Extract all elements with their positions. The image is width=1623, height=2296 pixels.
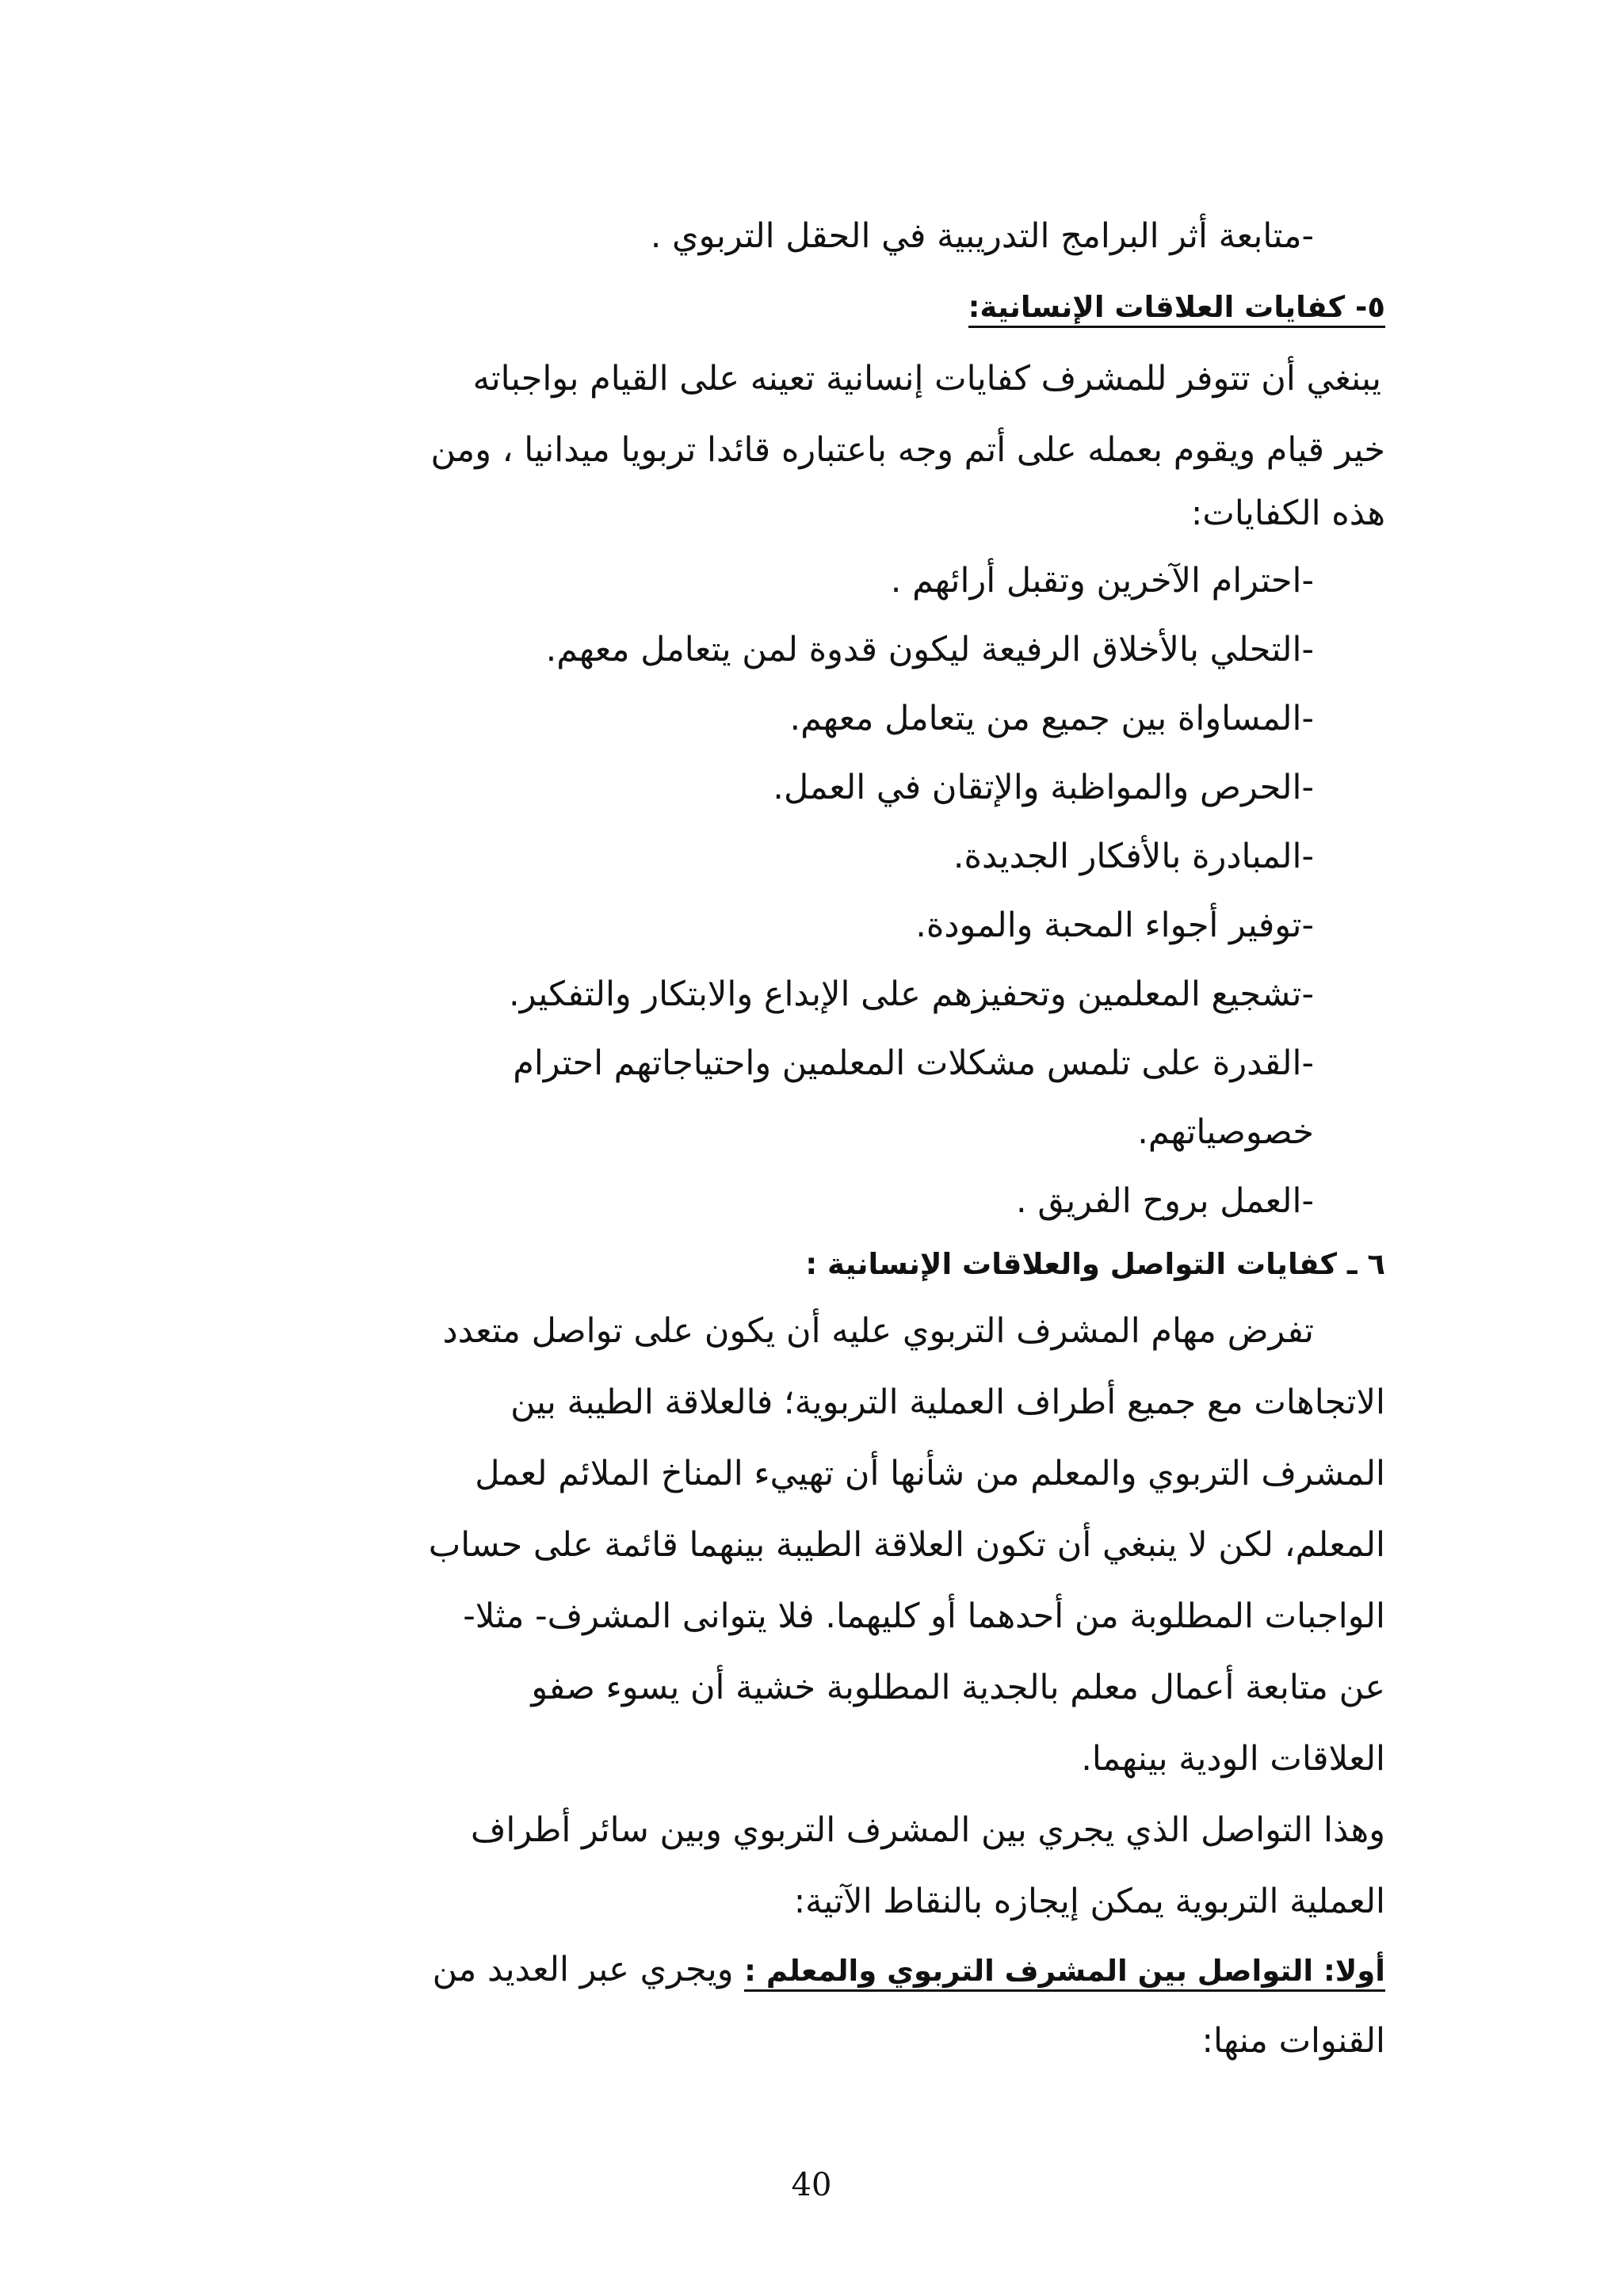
paragraph-line: العلاقات الودية بينهما. — [1081, 1739, 1385, 1779]
paragraph-line: الواجبات المطلوبة من أحدهما أو كليهما. فلا يتوانى المشرف- مثلا- — [463, 1596, 1385, 1636]
list-item: -المساواة بين جميع من يتعامل معهم. — [789, 699, 1314, 738]
list-item: -احترام الآخرين وتقبل أرائهم . — [890, 561, 1314, 601]
list-item: -المبادرة بالأفكار الجديدة. — [953, 837, 1314, 876]
list-item: -تشجيع المعلمين وتحفيزهم على الإبداع والابتكار والتفكير. — [509, 974, 1314, 1014]
text-line: -متابعة أثر البرامج التدريبية في الحقل التربوي . — [650, 216, 1314, 256]
paragraph-line: وهذا التواصل الذي يجري بين المشرف التربوي وبين سائر أطراف — [470, 1810, 1385, 1850]
list-item: -العمل بروح الفريق . — [1016, 1181, 1314, 1221]
paragraph-line: الاتجاهات مع جميع أطراف العملية التربوية؛ فالعلاقة الطيبة بين — [510, 1383, 1385, 1422]
page-number: 40 — [791, 2167, 832, 2203]
paragraph-line: القنوات منها: — [1201, 2021, 1385, 2061]
paragraph-line: يبنغي أن تتوفر للمشرف كفايات إنسانية تعينه على القيام بواجباته — [472, 359, 1381, 399]
paragraph-line: تفرض مهام المشرف التربوي عليه أن يكون على تواصل متعدد — [442, 1311, 1314, 1351]
list-item-continuation: خصوصياتهم. — [1137, 1112, 1314, 1152]
subsection-heading: أولا: التواصل بين المشرف التربوي والمعلم : — [744, 1954, 1385, 1992]
paragraph-line: خير قيام ويقوم بعمله على أتم وجه باعتباره قائدا تربويا ميدانيا ، ومن — [430, 430, 1385, 470]
subsection-text: ويجري عبر العديد من — [432, 1950, 745, 1989]
paragraph-line: المشرف التربوي والمعلم من شأنها أن تهييء المناخ الملائم لعمل — [475, 1454, 1385, 1493]
section-heading — [968, 284, 1385, 331]
paragraph-line: المعلم، لكن لا ينبغي أن تكون العلاقة الطيبة بينهما قائمة على حساب — [428, 1525, 1385, 1565]
list-item: -القدرة على تلمس مشكلات المعلمين واحتياجاتهم احترام — [513, 1043, 1314, 1083]
list-item: -الحرص والمواظبة والإتقان في العمل. — [773, 768, 1314, 807]
section-heading: ٦ ـ كفايات التواصل والعلاقات الإنسانية : — [805, 1247, 1385, 1281]
list-item: -توفير أجواء المحبة والمودة. — [915, 906, 1314, 945]
section-heading-text: ٥- كفايات العلاقات الإنسانية: — [968, 290, 1385, 328]
list-item: -التحلي بالأخلاق الرفيعة ليكون قدوة لمن يتعامل معهم. — [545, 630, 1314, 669]
paragraph-line: هذه الكفايات: — [1190, 494, 1385, 533]
paragraph-line: عن متابعة أعمال معلم بالجدية المطلوبة خشية أن يسوء صفو — [531, 1668, 1385, 1707]
subsection-line — [433, 1946, 1385, 1993]
paragraph-line: العملية التربوية يمكن إيجازه بالنقاط الآتية: — [793, 1882, 1385, 1921]
